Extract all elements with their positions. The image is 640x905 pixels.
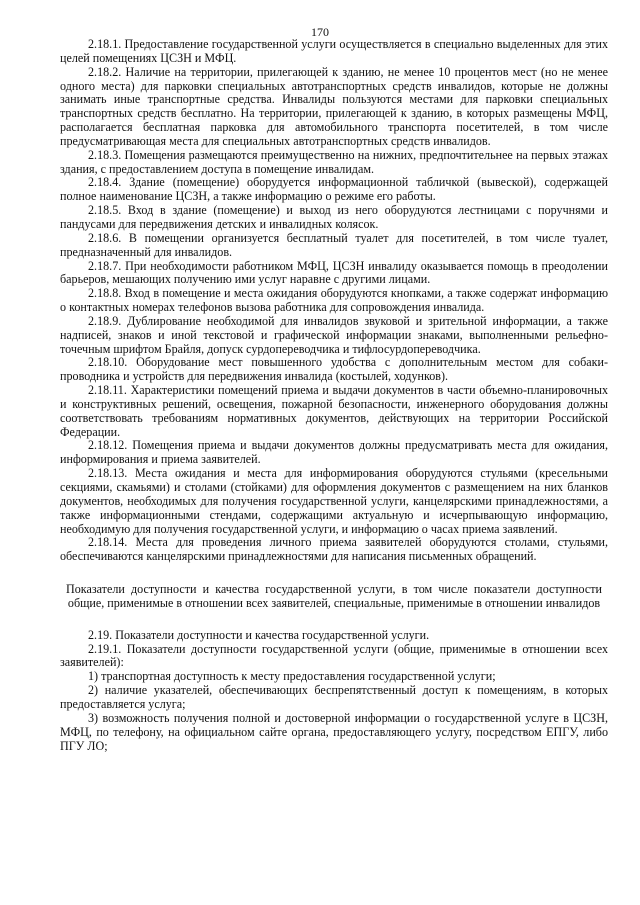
- paragraph-2-18-6: 2.18.6. В помещении организуется бесплатный туалет для посетителей, в том числе туалет, предназначенный для инвалидов.: [60, 230, 608, 259]
- page-number: 170: [311, 25, 329, 39]
- paragraph-2-18-7: 2.18.7. При необходимости работником МФЦ, ЦСЗН инвалиду оказывается помощь в преодолении барьеров, мешающих получению ими услуг наравне с другими лицами.: [60, 258, 608, 287]
- paragraph-2-18-11: 2.18.11. Характеристики помещений приема и выдачи документов в части объемно-планировочных и конструктивных решений, освещения, пожарной безопасности, инженерного оборудования должны соответствовать требованиям нормативных документов, действующих на территории Российской Федерации.: [60, 383, 608, 439]
- paragraph-2-18-4: 2.18.4. Здание (помещение) оборудуется информационной табличкой (вывеской), содержащей полное наименование ЦСЗН, а также информацию о режиме его работы.: [60, 175, 608, 204]
- paragraph-2-19: 2.19. Показатели доступности и качества государственной услуги.: [88, 627, 430, 642]
- list-item-2: 2) наличие указателей, обеспечивающих беспрепятственный доступ к помещениям, в которых предоставляется услуга;: [60, 683, 608, 711]
- paragraph-2-18-12: 2.18.12. Помещения приема и выдачи документов должны предусматривать места для ожидания, информирования и приема заявителей.: [60, 438, 608, 467]
- paragraph-2-18-13: 2.18.13. Места ожидания и места для информирования оборудуются стульями (кресельными секциями, скамьями) и столами (стойками) для оформления документов с размещением на них бланков документов, необходимых для получения государственной услуги, канцелярскими принадлежностями, а также информационными стендами, содержащими актуальную и исчерпывающую информацию, необходимую для получения государственной услуги, и информацию о часах приема заявлений.: [60, 466, 608, 536]
- section-heading: Показатели доступности и качества государственной услуги, в том числе показатели доступности общие, применимые в отношении всех заявителей, специальные, применимые в отношении инвалидов: [66, 582, 602, 610]
- paragraph-2-18-2: 2.18.2. Наличие на территории, прилегающей к зданию, не менее 10 процентов мест (но не менее одного места) для парковки специальных автотранспортных средств инвалидов, которые не должны занимать иные транспортные средства. Инвалиды пользуются местами для парковки специальных транспортных средств бесплатно. На территории, прилегающей к зданию, в которых размещены МФЦ, располагается бесплатная парковка для автомобильного транспорта посетителей, в том числе предусматривающая места для специальных автотранспортных средств инвалидов.: [60, 64, 608, 148]
- paragraph-2-18-14: 2.18.14. Места для проведения личного приема заявителей оборудуются столами, стульями, обеспечиваются канцелярскими принадлежностями для написания письменных обращений.: [60, 535, 608, 564]
- paragraph-2-18-8: 2.18.8. Вход в помещение и места ожидания оборудуются кнопками, а также содержат информацию о контактных номерах телефонов вызова работника для сопровождения инвалида.: [60, 286, 608, 315]
- paragraph-2-18-5: 2.18.5. Вход в здание (помещение) и выход из него оборудуются лестницами с поручнями и пандусами для передвижения детских и инвалидных колясок.: [60, 203, 608, 231]
- list-item-3: 3) возможность получения полной и достоверной информации о государственной услуге в ЦСЗН, МФЦ, по телефону, на официальном сайте органа, предоставляющего услугу, посредством ЕПГУ, либо ПГУ ЛО;: [60, 710, 608, 753]
- paragraph-2-18-3: 2.18.3. Помещения размещаются преимущественно на нижних, предпочтительнее на первых этажах здания, с предоставлением доступа в помещение инвалидам.: [60, 147, 608, 176]
- paragraph-2-18-1: 2.18.1. Предоставление государственной услуги осуществляется в специально выделенных для этих целей помещениях ЦСЗН и МФЦ.: [60, 37, 608, 65]
- paragraph-2-18-10: 2.18.10. Оборудование мест повышенного удобства с дополнительным местом для собаки-проводника и устройств для передвижения инвалида (костылей, ходунков).: [60, 355, 608, 384]
- list-item-1: 1) транспортная доступность к месту предоставления государственной услуги;: [88, 669, 496, 684]
- document-body: [60, 38, 608, 753]
- paragraph-2-18-9: 2.18.9. Дублирование необходимой для инвалидов звуковой и зрительной информации, а также надписей, знаков и иной текстовой и графической информации знаками, выполненными рельефно-точечным шрифтом Брайля, допуск сурдопереводчика и тифлосурдопереводчика.: [60, 313, 608, 356]
- paragraph-2-19-1: 2.19.1. Показатели доступности государственной услуги (общие, применимые в отношении всех заявителей):: [60, 641, 608, 670]
